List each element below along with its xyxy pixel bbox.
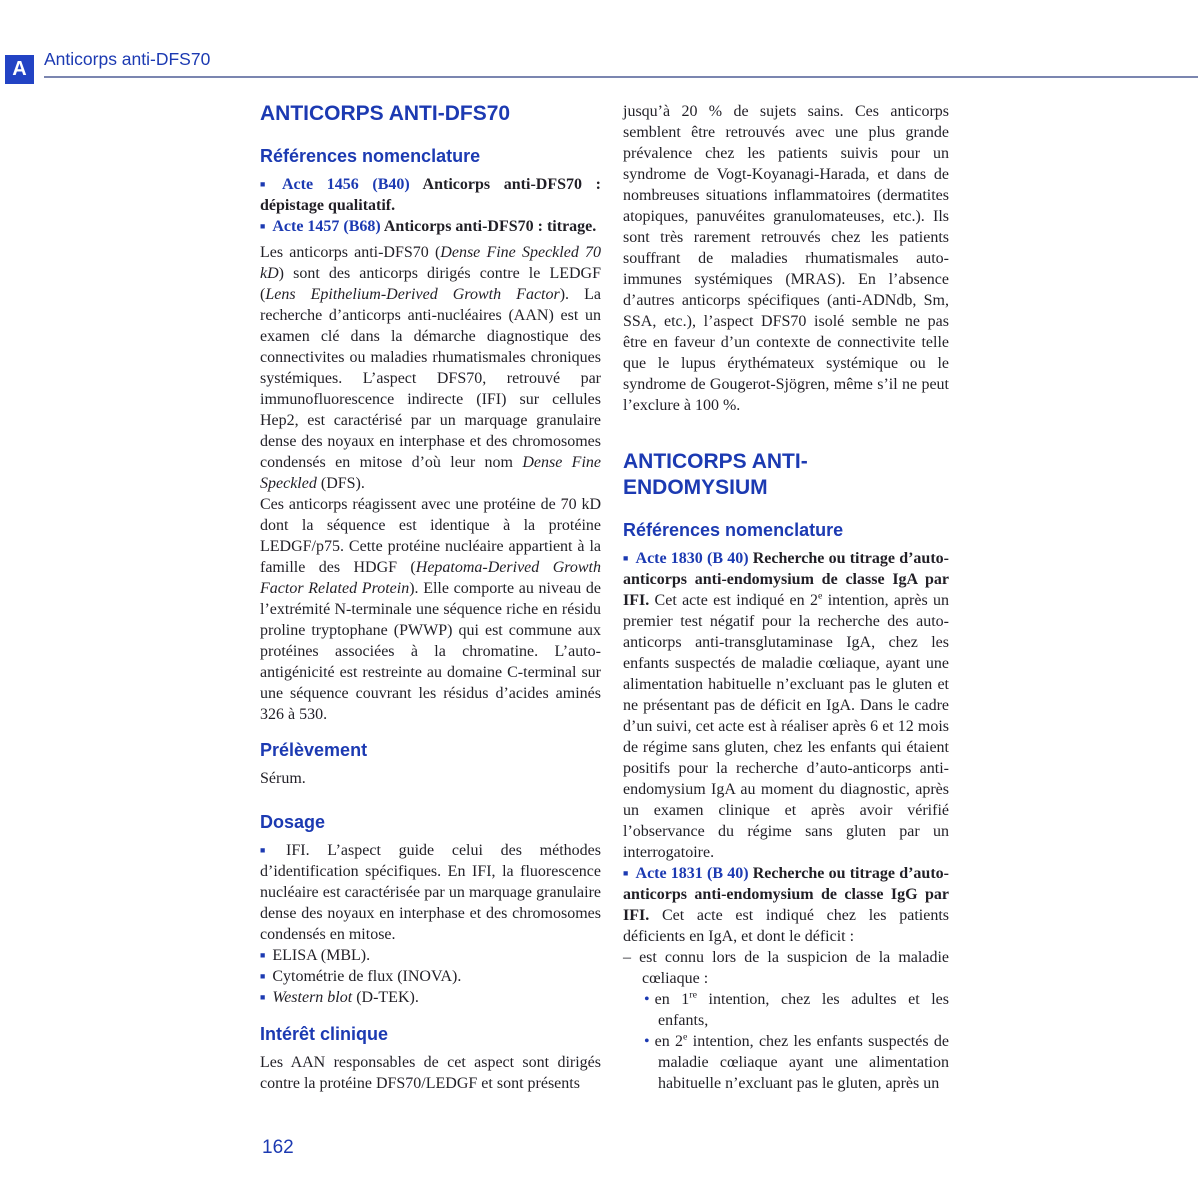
- page-number: 162: [262, 1137, 294, 1158]
- bullet-item-deuxieme-intention: • en 2e intention, chez les enfants suspectés de maladie cœliaque ayant une alimentation habituelle n’excluant pas le gluten, après un: [644, 1031, 949, 1093]
- article-title-anti-dfs70: ANTICORPS ANTI-DFS70: [260, 102, 511, 125]
- dosage-item-elisa: ■ ELISA (MBL).: [260, 947, 371, 965]
- section-heading-interet-clinique: Intérêt clinique: [260, 1024, 389, 1045]
- section-heading-references-nomenclature: Références nomenclature: [260, 146, 481, 166]
- header-rule: [44, 49, 1198, 78]
- running-title: Anticorps anti-DFS70: [44, 49, 211, 69]
- article-title-anti-endomysium: [623, 449, 949, 501]
- acte-item-1457: ■ Acte 1457 (B68) Anticorps anti-DFS70 : titrage.: [260, 218, 597, 236]
- section-letter-badge: A: [5, 55, 34, 84]
- acte-item-1831: ■ Acte 1831 (B 40) Recherche ou titrage d’auto-anticorps anti-endomysium de classe IgG par IFI. Cet acte est indiqué chez les patients déficients en IgA, et dont le déficit :: [623, 865, 949, 946]
- bullet-item-premiere-intention: • en 1re intention, chez les adultes et les enfants,: [644, 989, 949, 1030]
- right-column: [623, 101, 949, 1094]
- dash-item-deficit-connu: – est connu lors de la suspicion de la maladie cœliaque :: [623, 949, 949, 988]
- paragraph-intro-1: Les anticorps anti-DFS70 (Dense Fine Speckled 70 kD) sont des anticorps dirigés contre le LEDGF (Lens Epithelium-Derived Growth Factor). La recherche d’anticorps anti-nucléaires (AAN) est un examen clé dans la démarche diagnostique des connectivites ou maladies rhumatismales chroniques systémiques. L’aspect DFS70, retrouvé par immunofluorescence indirecte (IFI) sur cellules Hep2, est caractérisé par un marquage granulaire dense des noyaux en interphase et des chromosomes condensés en mitose d’où leur nom Dense Fine Speckled (DFS).: [260, 244, 602, 493]
- acte-item-1456: ■ Acte 1456 (B40) Anticorps anti-DFS70 : dépistage qualitatif.: [260, 176, 601, 215]
- two-column-layout: [260, 101, 950, 1094]
- dosage-item-cytometrie: ■ Cytométrie de flux (INOVA).: [260, 968, 462, 986]
- paragraph-continuation: jusqu’à 20 % de sujets sains. Ces anticorps semblent être retrouvés avec une plus grande prévalence chez les patients suivis pour un syndrome de Vogt-Koyanagi-Harada, et dans de nombreuses situations inflammatoires (dermatites atopiques, panuvéites granulomateuses, etc.). Ils sont très rarement retrouvés chez les patients souffrant de maladies rhumatismales auto-immunes systémiques (MRAS). En l’absence d’autres anticorps spécifiques (anti-ADNdb, Sm, SSA, etc.), l’aspect DFS70 isolé semble ne pas être en faveur d’un contexte de connectivite telle que le lupus érythémateux systémique ou le syndrome de Gougerot-Sjögren, même s’il ne peut l’exclure à 100 %.: [623, 103, 949, 414]
- article-title-line-2: ENDOMYSIUM: [623, 476, 768, 499]
- paragraph-intro-2: Ces anticorps réagissent avec une protéine de 70 kD dont la séquence est identique à la protéine LEDGF/p75. Cette protéine nucléaire appartient à la famille des HDGF (Hepatoma-Derived Growth Factor Related Protein). Elle comporte au niveau de l’extrémité N-terminale une séquence riche en résidu proline tryptophane (PWWP) qui est commune aux protéines associées à la chromatine. L’auto-antigénicité est restreinte au domaine C-terminal sur une séquence couvrant les résidus d’acides aminés 326 à 530.: [260, 496, 601, 724]
- paragraph-prelevement: Sérum.: [260, 770, 306, 788]
- section-heading-references-nomenclature-2: Références nomenclature: [623, 520, 844, 540]
- acte-item-1830: ■ Acte 1830 (B 40) Recherche ou titrage d’auto-anticorps anti-endomysium de classe IgA par IFI. Cet acte est indiqué en 2e intention, après un premier test négatif pour la recherche des auto-anticorps anti-transglutaminase IgA, chez les enfants suspectés de maladie cœliaque, ayant une alimentation habituelle n’excluant pas le gluten et ne présentant pas de déficit en IgA. Dans le cadre d’un suivi, cet acte est à réaliser après 6 et 12 mois de régime sans gluten, chez les enfants qui étaient positifs pour la recherche d’auto-anticorps anti-endomysium IgA au moment du diagnostic, après un examen clinique et après avoir vérifié l’observance du régime sans gluten par un interrogatoire.: [623, 550, 949, 862]
- article-title-line-1: ANTICORPS ANTI-: [623, 450, 808, 473]
- paragraph-interet-clinique: Les AAN responsables de cet aspect sont dirigés contre la protéine DFS70/LEDGF et sont présents: [260, 1054, 601, 1093]
- section-heading-prelevement: Prélèvement: [260, 740, 368, 761]
- left-column: [260, 101, 601, 1094]
- section-heading-dosage: Dosage: [260, 812, 326, 833]
- page-header: [5, 49, 1198, 78]
- dosage-item-western-blot: ■ Western blot (D-TEK).: [260, 989, 419, 1007]
- dosage-item-ifi: ■ IFI. L’aspect guide celui des méthodes d’identification spécifiques. En IFI, la fluorescence nucléaire est caractérisée par un marquage granulaire dense des noyaux en interphase et des chromosomes condensés en mitose.: [260, 842, 601, 944]
